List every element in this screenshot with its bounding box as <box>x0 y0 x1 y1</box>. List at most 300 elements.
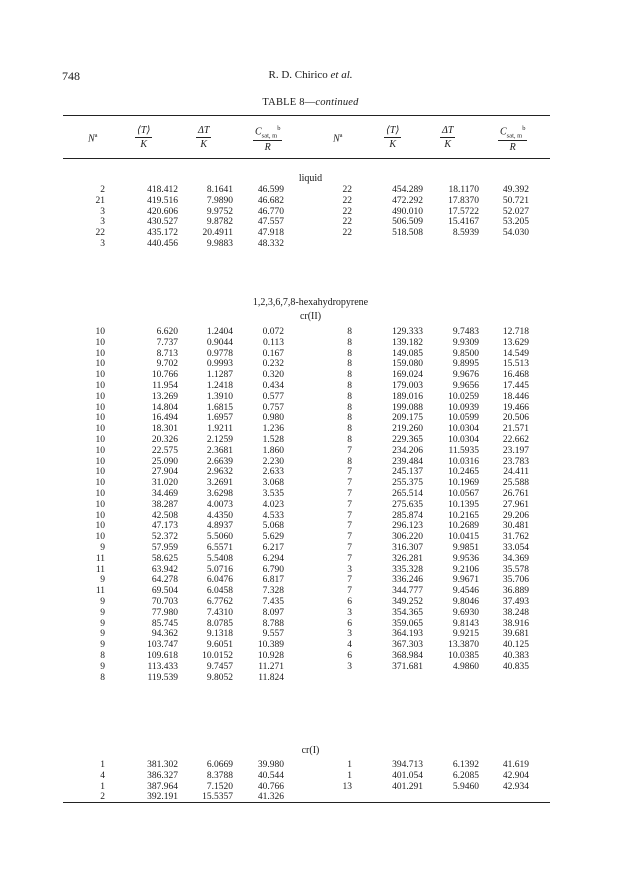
cell-n: 10 <box>95 499 105 510</box>
cell-heat-capacity: 23.783 <box>502 456 529 467</box>
cell-delta-t: 6.0476 <box>206 575 233 586</box>
cell-heat-capacity: 0.757 <box>262 402 284 413</box>
cell-mean-temperature: 209.175 <box>392 413 423 424</box>
cell-delta-t: 8.1641 <box>206 185 233 195</box>
cell-n: 3 <box>347 661 352 672</box>
cell-n: 10 <box>95 327 105 337</box>
cell-heat-capacity: 53.205 <box>502 217 529 228</box>
table-row <box>0 392 621 403</box>
cell-mean-temperature: 34.469 <box>151 489 178 499</box>
cell-mean-temperature: 129.333 <box>392 327 423 337</box>
cell-delta-t: 10.0599 <box>448 413 479 424</box>
cell-mean-temperature: 103.747 <box>147 640 178 651</box>
table-row <box>0 575 621 586</box>
cell-heat-capacity: 18.446 <box>502 391 529 402</box>
cell-heat-capacity: 40.383 <box>502 651 529 661</box>
cell-delta-t: 9.9883 <box>206 239 233 249</box>
cell-heat-capacity: 24.411 <box>503 467 529 478</box>
cell-heat-capacity: 35.706 <box>502 575 529 586</box>
cell-heat-capacity: 40.835 <box>502 661 529 672</box>
table-row <box>0 629 621 640</box>
cell-mean-temperature: 11.954 <box>152 381 178 391</box>
cell-mean-temperature: 306.220 <box>392 532 423 543</box>
cell-heat-capacity: 17.445 <box>502 381 529 391</box>
table-row <box>0 619 621 630</box>
cell-n: 7 <box>347 521 352 532</box>
cell-mean-temperature: 25.090 <box>151 456 178 467</box>
cell-n: 10 <box>95 521 105 532</box>
cell-delta-t: 9.9752 <box>206 206 233 217</box>
cell-mean-temperature: 440.456 <box>147 239 178 249</box>
cell-delta-t: 10.2465 <box>448 467 479 478</box>
cell-delta-t: 0.9993 <box>206 359 233 370</box>
cell-delta-t: 20.4911 <box>202 228 233 239</box>
cell-heat-capacity: 41.619 <box>502 760 529 770</box>
author-suffix: et al. <box>330 69 353 81</box>
cell-n: 7 <box>347 532 352 543</box>
cell-n: 10 <box>95 435 105 445</box>
cell-heat-capacity: 0.434 <box>262 381 284 391</box>
cell-mean-temperature: 58.625 <box>151 553 178 564</box>
cell-delta-t: 10.0567 <box>448 489 479 499</box>
header-n-right: $N^a$ <box>333 132 343 145</box>
cell-n: 8 <box>347 370 352 381</box>
cell-mean-temperature: 381.302 <box>147 760 178 770</box>
cell-n: 7 <box>347 553 352 564</box>
cell-heat-capacity: 14.549 <box>502 348 529 359</box>
cell-mean-temperature: 265.514 <box>392 489 423 499</box>
cell-n: 1 <box>347 770 352 781</box>
cell-delta-t: 7.9890 <box>206 195 233 206</box>
cell-n: 8 <box>347 348 352 359</box>
cell-mean-temperature: 57.959 <box>151 543 178 553</box>
cell-mean-temperature: 336.246 <box>392 575 423 586</box>
cell-delta-t: 2.6639 <box>206 456 233 467</box>
cell-heat-capacity: 22.662 <box>502 435 529 445</box>
table-row <box>0 370 621 381</box>
cell-n: 10 <box>95 370 105 381</box>
cell-mean-temperature: 16.494 <box>151 413 178 424</box>
cell-heat-capacity: 40.125 <box>502 640 529 651</box>
cell-n: 10 <box>95 359 105 370</box>
cell-heat-capacity: 0.980 <box>262 413 284 424</box>
cell-delta-t: 5.5060 <box>206 532 233 543</box>
header-rule <box>63 158 550 159</box>
cell-mean-temperature: 401.054 <box>392 770 423 781</box>
table-row <box>0 489 621 500</box>
cell-mean-temperature: 119.539 <box>147 672 178 683</box>
cell-n: 10 <box>95 391 105 402</box>
cell-heat-capacity: 27.961 <box>502 499 529 510</box>
cell-n: 22 <box>342 206 352 217</box>
cell-mean-temperature: 255.375 <box>392 478 423 489</box>
cell-delta-t: 10.0259 <box>448 391 479 402</box>
header-c-right: $C_{sat, m}^b$ R <box>500 125 526 154</box>
cell-mean-temperature: 359.065 <box>392 618 423 629</box>
cell-delta-t: 17.5722 <box>448 206 479 217</box>
cell-n: 7 <box>347 478 352 489</box>
table-row <box>0 467 621 478</box>
cell-delta-t: 1.1287 <box>206 370 233 381</box>
cell-mean-temperature: 77.980 <box>151 607 178 618</box>
cell-mean-temperature: 454.289 <box>392 185 423 195</box>
cell-mean-temperature: 275.635 <box>392 499 423 510</box>
cell-delta-t: 15.4167 <box>448 217 479 228</box>
cell-heat-capacity: 6.817 <box>262 575 284 586</box>
cell-heat-capacity: 12.718 <box>502 327 529 337</box>
cell-n: 21 <box>95 195 105 206</box>
cell-mean-temperature: 139.182 <box>392 337 423 348</box>
cell-mean-temperature: 387.964 <box>147 781 178 792</box>
cell-n: 11 <box>95 553 105 564</box>
cell-mean-temperature: 199.088 <box>392 402 423 413</box>
cell-delta-t: 3.2691 <box>206 478 233 489</box>
cell-mean-temperature: 13.269 <box>151 391 178 402</box>
cell-delta-t: 10.1969 <box>448 478 479 489</box>
cell-mean-temperature: 18.301 <box>151 424 178 435</box>
header-n-left: $N^a$ <box>88 132 98 145</box>
cell-n: 8 <box>347 381 352 391</box>
cell-delta-t: 9.8995 <box>452 359 479 370</box>
section-label: 1,2,3,6,7,8-hexahydropyrene <box>252 297 369 308</box>
header-c-left: $C_{sat, m}^b$ R <box>255 125 281 154</box>
cell-delta-t: 10.0385 <box>448 651 479 661</box>
cell-mean-temperature: 31.020 <box>151 478 178 489</box>
section-label: liquid <box>298 173 323 184</box>
cell-heat-capacity: 2.633 <box>262 467 284 478</box>
header-t-right: $\frac{⟨T⟩}{K}$ <box>386 125 400 150</box>
cell-delta-t: 6.7762 <box>206 597 233 607</box>
cell-delta-t: 9.8052 <box>206 672 233 683</box>
cell-mean-temperature: 296.123 <box>392 521 423 532</box>
cell-heat-capacity: 21.571 <box>502 424 529 435</box>
cell-mean-temperature: 394.713 <box>392 760 423 770</box>
table-row <box>0 381 621 392</box>
cell-heat-capacity: 42.904 <box>502 770 529 781</box>
cell-mean-temperature: 109.618 <box>147 651 178 661</box>
cell-mean-temperature: 169.024 <box>392 370 423 381</box>
cell-n: 11 <box>95 586 105 597</box>
table-row <box>0 651 621 662</box>
cell-delta-t: 2.9632 <box>206 467 233 478</box>
cell-n: 8 <box>347 391 352 402</box>
cell-n: 1 <box>100 781 105 792</box>
cell-mean-temperature: 506.509 <box>392 217 423 228</box>
cell-mean-temperature: 85.745 <box>151 618 178 629</box>
cell-heat-capacity: 0.320 <box>262 370 284 381</box>
cell-delta-t: 4.0073 <box>206 499 233 510</box>
cell-heat-capacity: 4.023 <box>262 499 284 510</box>
table-row <box>0 446 621 457</box>
cell-mean-temperature: 9.702 <box>156 359 178 370</box>
table-row <box>0 349 621 360</box>
cell-mean-temperature: 52.372 <box>151 532 178 543</box>
table-row <box>0 792 621 803</box>
cell-n: 2 <box>100 185 105 195</box>
cell-n: 8 <box>347 359 352 370</box>
cell-mean-temperature: 354.365 <box>392 607 423 618</box>
table-row <box>0 207 621 218</box>
cell-n: 13 <box>342 781 352 792</box>
cell-heat-capacity: 40.544 <box>257 770 284 781</box>
cell-n: 22 <box>342 185 352 195</box>
cell-delta-t: 10.0304 <box>448 424 479 435</box>
table-row <box>0 673 621 684</box>
page-number: 748 <box>62 69 80 83</box>
cell-delta-t: 8.0785 <box>206 618 233 629</box>
cell-delta-t: 10.0939 <box>448 402 479 413</box>
cell-heat-capacity: 37.493 <box>502 597 529 607</box>
cell-heat-capacity: 1.236 <box>262 424 284 435</box>
cell-heat-capacity: 4.533 <box>262 510 284 521</box>
cell-mean-temperature: 64.278 <box>151 575 178 586</box>
cell-heat-capacity: 38.916 <box>502 618 529 629</box>
cell-heat-capacity: 0.577 <box>262 391 284 402</box>
cell-n: 1 <box>100 760 105 770</box>
cell-n: 7 <box>347 543 352 553</box>
cell-delta-t: 9.6930 <box>452 607 479 618</box>
cell-delta-t: 1.2404 <box>206 327 233 337</box>
cell-n: 3 <box>100 206 105 217</box>
cell-heat-capacity: 15.513 <box>502 359 529 370</box>
cell-delta-t: 4.4350 <box>206 510 233 521</box>
cell-n: 8 <box>347 435 352 445</box>
cell-delta-t: 13.3870 <box>448 640 479 651</box>
table-row <box>0 597 621 608</box>
cell-delta-t: 0.9044 <box>206 337 233 348</box>
cell-heat-capacity: 46.770 <box>257 206 284 217</box>
cell-heat-capacity: 6.790 <box>262 564 284 575</box>
cell-heat-capacity: 6.294 <box>262 553 284 564</box>
cell-mean-temperature: 367.303 <box>392 640 423 651</box>
cell-delta-t: 9.9656 <box>452 381 479 391</box>
cell-delta-t: 9.9851 <box>452 543 479 553</box>
cell-heat-capacity: 30.481 <box>502 521 529 532</box>
cell-n: 10 <box>95 348 105 359</box>
cell-delta-t: 9.1318 <box>206 629 233 640</box>
cell-heat-capacity: 0.232 <box>262 359 284 370</box>
cell-heat-capacity: 7.328 <box>262 586 284 597</box>
cell-n: 22 <box>342 195 352 206</box>
header-dt-left: $\frac{\Delta T}{K}$ <box>198 125 210 150</box>
cell-delta-t: 6.0669 <box>206 760 233 770</box>
cell-mean-temperature: 47.173 <box>151 521 178 532</box>
cell-n: 3 <box>100 217 105 228</box>
cell-mean-temperature: 371.681 <box>392 661 423 672</box>
cell-heat-capacity: 6.217 <box>262 543 284 553</box>
cell-n: 8 <box>347 402 352 413</box>
author-name: R. D. Chirico <box>268 69 328 81</box>
cell-heat-capacity: 47.557 <box>257 217 284 228</box>
cell-mean-temperature: 22.575 <box>151 445 178 456</box>
table-row <box>0 228 621 239</box>
cell-mean-temperature: 10.766 <box>151 370 178 381</box>
cell-heat-capacity: 47.918 <box>257 228 284 239</box>
running-head <box>0 69 621 81</box>
cell-delta-t: 10.1395 <box>448 499 479 510</box>
cell-n: 7 <box>347 467 352 478</box>
cell-heat-capacity: 46.599 <box>257 185 284 195</box>
cell-heat-capacity: 26.761 <box>502 489 529 499</box>
cell-n: 7 <box>347 575 352 586</box>
cell-delta-t: 2.3681 <box>206 445 233 456</box>
cell-delta-t: 9.2106 <box>452 564 479 575</box>
cell-heat-capacity: 1.528 <box>262 435 284 445</box>
cell-heat-capacity: 33.054 <box>502 543 529 553</box>
cell-delta-t: 10.0152 <box>202 651 233 661</box>
cell-heat-capacity: 13.629 <box>502 337 529 348</box>
cell-mean-temperature: 8.713 <box>156 348 178 359</box>
cell-delta-t: 1.2418 <box>206 381 233 391</box>
cell-n: 9 <box>100 597 105 607</box>
table-row <box>0 565 621 576</box>
cell-n: 8 <box>347 413 352 424</box>
cell-delta-t: 9.7483 <box>452 327 479 337</box>
cell-delta-t: 8.5939 <box>452 228 479 239</box>
cell-delta-t: 9.9671 <box>452 575 479 586</box>
cell-delta-t: 9.9309 <box>452 337 479 348</box>
cell-mean-temperature: 316.307 <box>392 543 423 553</box>
cell-delta-t: 9.8143 <box>452 618 479 629</box>
cell-mean-temperature: 94.362 <box>151 629 178 640</box>
cell-mean-temperature: 420.606 <box>147 206 178 217</box>
cell-n: 9 <box>100 575 105 586</box>
cell-delta-t: 10.0415 <box>448 532 479 543</box>
table-title-suffix: continued <box>315 97 359 108</box>
cell-n: 10 <box>95 532 105 543</box>
cell-n: 10 <box>95 456 105 467</box>
cell-heat-capacity: 10.389 <box>257 640 284 651</box>
cell-n: 3 <box>100 239 105 249</box>
table-row <box>0 586 621 597</box>
table-row <box>0 196 621 207</box>
cell-mean-temperature: 239.484 <box>392 456 423 467</box>
cell-n: 8 <box>347 424 352 435</box>
table-row <box>0 338 621 349</box>
cell-heat-capacity: 31.762 <box>502 532 529 543</box>
table-row <box>0 457 621 468</box>
cell-heat-capacity: 39.980 <box>257 760 284 770</box>
cell-n: 11 <box>95 564 105 575</box>
cell-mean-temperature: 159.080 <box>392 359 423 370</box>
cell-delta-t: 1.6815 <box>206 402 233 413</box>
cell-heat-capacity: 3.535 <box>262 489 284 499</box>
cell-n: 8 <box>100 672 105 683</box>
cell-n: 8 <box>347 456 352 467</box>
cell-heat-capacity: 5.629 <box>262 532 284 543</box>
cell-n: 8 <box>100 651 105 661</box>
cell-mean-temperature: 234.206 <box>392 445 423 456</box>
cell-n: 6 <box>347 651 352 661</box>
cell-delta-t: 1.6957 <box>206 413 233 424</box>
cell-n: 4 <box>100 770 105 781</box>
cell-delta-t: 9.6051 <box>206 640 233 651</box>
cell-n: 7 <box>347 499 352 510</box>
cell-delta-t: 10.2689 <box>448 521 479 532</box>
cell-delta-t: 4.9860 <box>452 661 479 672</box>
cell-delta-t: 4.8937 <box>206 521 233 532</box>
cell-heat-capacity: 25.588 <box>502 478 529 489</box>
cell-mean-temperature: 69.504 <box>151 586 178 597</box>
table-row <box>0 217 621 228</box>
cell-delta-t: 8.3788 <box>206 770 233 781</box>
cell-delta-t: 9.9536 <box>452 553 479 564</box>
table-title-main: TABLE 8— <box>262 97 316 108</box>
cell-n: 10 <box>95 381 105 391</box>
cell-delta-t: 17.8370 <box>448 195 479 206</box>
cell-n: 6 <box>347 618 352 629</box>
cell-delta-t: 7.1520 <box>206 781 233 792</box>
cell-heat-capacity: 0.072 <box>262 327 284 337</box>
cell-n: 10 <box>95 445 105 456</box>
table-row <box>0 771 621 782</box>
cell-n: 10 <box>95 489 105 499</box>
cell-n: 9 <box>100 618 105 629</box>
table-row <box>0 403 621 414</box>
cell-heat-capacity: 8.097 <box>262 607 284 618</box>
cell-mean-temperature: 349.252 <box>392 597 423 607</box>
cell-n: 7 <box>347 489 352 499</box>
cell-mean-temperature: 430.527 <box>147 217 178 228</box>
cell-n: 3 <box>347 564 352 575</box>
cell-n: 10 <box>95 478 105 489</box>
cell-delta-t: 9.8782 <box>206 217 233 228</box>
cell-heat-capacity: 38.248 <box>502 607 529 618</box>
cell-delta-t: 10.2165 <box>448 510 479 521</box>
table-row <box>0 532 621 543</box>
cell-heat-capacity: 2.230 <box>262 456 284 467</box>
cell-delta-t: 10.0304 <box>448 435 479 445</box>
header-dt-right: $\frac{\Delta T}{K}$ <box>442 125 454 150</box>
cell-delta-t: 9.4546 <box>452 586 479 597</box>
cell-heat-capacity: 0.167 <box>262 348 284 359</box>
cell-n: 10 <box>95 402 105 413</box>
cell-mean-temperature: 14.804 <box>151 402 178 413</box>
top-rule <box>63 115 550 116</box>
cell-heat-capacity: 11.271 <box>258 661 284 672</box>
cell-mean-temperature: 149.085 <box>392 348 423 359</box>
table-row <box>0 511 621 522</box>
cell-delta-t: 5.9460 <box>452 781 479 792</box>
cell-n: 22 <box>95 228 105 239</box>
cell-delta-t: 5.0716 <box>206 564 233 575</box>
cell-n: 3 <box>347 629 352 640</box>
cell-heat-capacity: 0.113 <box>262 337 284 348</box>
table-title <box>0 97 621 108</box>
cell-mean-temperature: 38.287 <box>151 499 178 510</box>
cell-mean-temperature: 368.984 <box>392 651 423 661</box>
table-row <box>0 608 621 619</box>
cell-mean-temperature: 113.433 <box>147 661 178 672</box>
cell-mean-temperature: 418.412 <box>147 185 178 195</box>
cell-n: 9 <box>100 629 105 640</box>
cell-heat-capacity: 5.068 <box>262 521 284 532</box>
cell-delta-t: 6.2085 <box>452 770 479 781</box>
cell-mean-temperature: 326.281 <box>392 553 423 564</box>
cell-heat-capacity: 11.824 <box>258 672 284 683</box>
cell-mean-temperature: 335.328 <box>392 564 423 575</box>
cell-delta-t: 18.1170 <box>448 185 479 195</box>
table-row <box>0 554 621 565</box>
cell-n: 2 <box>100 792 105 803</box>
section-label: cr(I) <box>301 745 320 756</box>
cell-mean-temperature: 472.292 <box>392 195 423 206</box>
cell-mean-temperature: 419.516 <box>147 195 178 206</box>
cell-heat-capacity: 23.197 <box>502 445 529 456</box>
cell-mean-temperature: 245.137 <box>392 467 423 478</box>
cell-mean-temperature: 70.703 <box>151 597 178 607</box>
section-label: cr(II) <box>299 311 322 322</box>
